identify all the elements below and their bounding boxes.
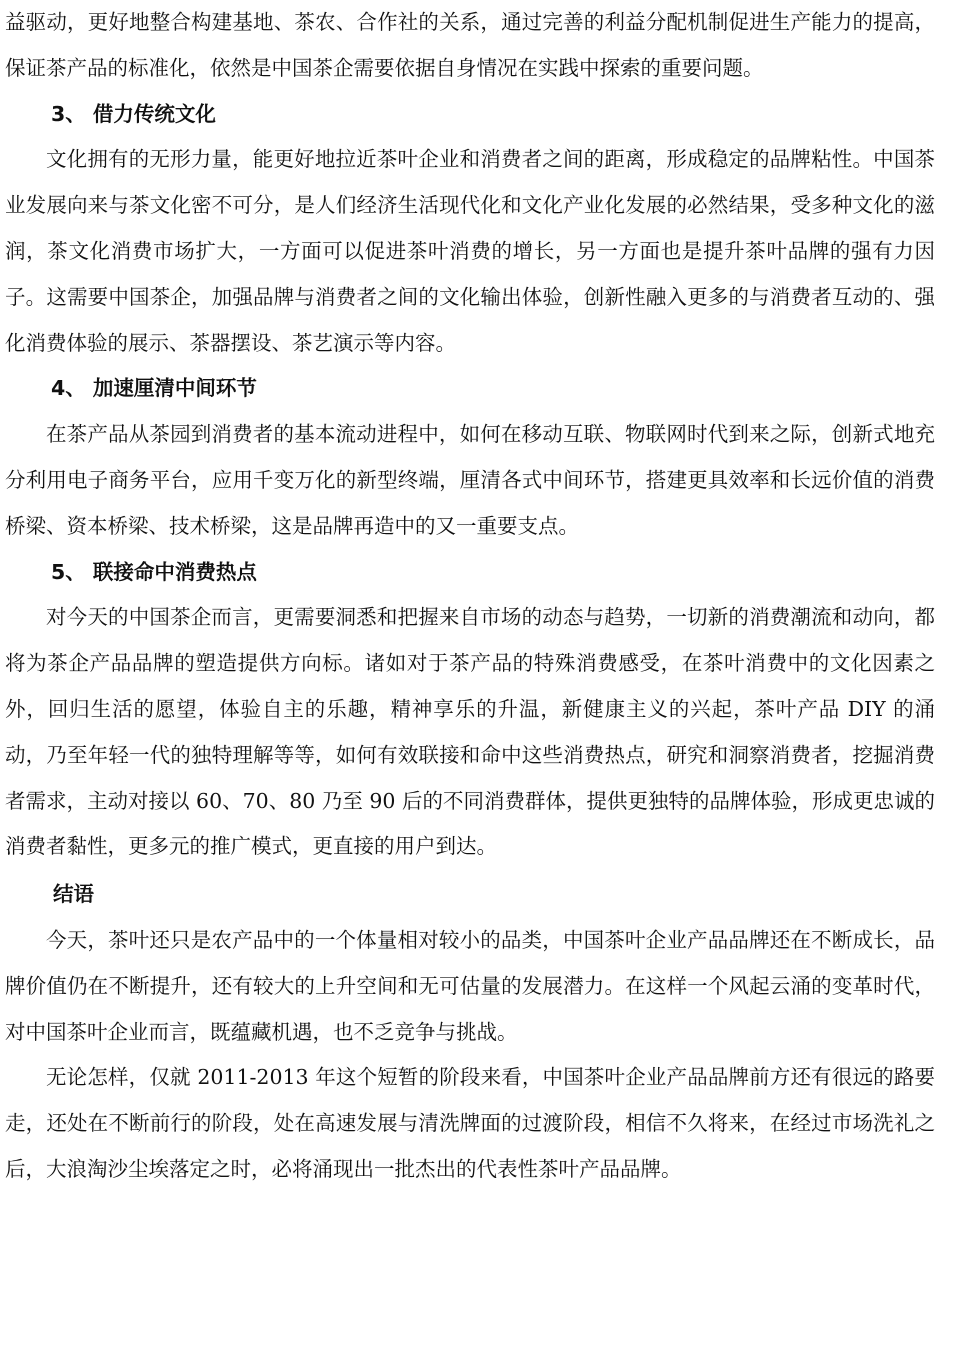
section-heading-intermediate-links: 4、 加速厘清中间环节 <box>51 376 257 401</box>
section-heading-consumption-hotspots: 5、 联接命中消费热点 <box>51 559 257 584</box>
conclusion-paragraph-1: 今天，茶叶还只是农产品中的一个体量相对较小的品类，中国茶叶企业产品品牌还在不断成长，品牌价值仍在不断提升，还有较大的上升空间和无可估量的发展潜力。在这样一个风起云涌的变革时代，对中国茶叶企业而言，既蕴藏机遇，也不乏竞争与挑战。 <box>5 927 935 1044</box>
section-heading-culture: 3、 借力传统文化 <box>51 101 216 126</box>
conclusion-paragraph-2: 无论怎样，仅就 2011-2013 年这个短暂的阶段来看，中国茶叶企业产品品牌前方还有很远的路要走，还处在不断前行的阶段，处在高速发展与清洗牌面的过渡阶段，相信不久将来，在经过市场洗礼之后，大浪淘沙尘埃落定之时，必将涌现出一批杰出的代表性茶叶产品品牌。 <box>5 1065 935 1181</box>
intro-continuation-paragraph: 益驱动，更好地整合构建基地、茶农、合作社的关系，通过完善的利益分配机制促进生产能力的提高，保证茶产品的标准化，依然是中国茶企需要依据自身情况在实践中探索的重要问题。 <box>5 10 935 80</box>
section-body-consumption-hotspots: 对今天的中国茶企而言，更需要洞悉和把握来自市场的动态与趋势，一切新的消费潮流和动向，都将为茶企产品品牌的塑造提供方向标。诸如对于茶产品的特殊消费感受，在茶叶消费中的文化因素之外，回归生活的愿望，体验自主的乐趣，精神享乐的升温，新健康主义的兴起，茶叶产品 DIY 的涌动，乃至年轻一代的独特理解等等，如何有效联接和命中这些消费热点，研究和洞察消费者，挖掘消费者需求，主动对接以 60、70、80 乃至 90 后的不同消费群体，提供更独特的品牌体验，形成更忠诚的消费者黏性，更多元的推广模式，更直接的用户到达。 <box>5 605 935 859</box>
document-page <box>5 0 935 1193</box>
conclusion-heading: 结语 <box>53 882 94 907</box>
section-body-intermediate-links: 在茶产品从茶园到消费者的基本流动进程中，如何在移动互联、物联网时代到来之际，创新式地充分利用电子商务平台，应用千变万化的新型终端，厘清各式中间环节，搭建更具效率和长远价值的消费桥梁、资本桥梁、技术桥梁，这是品牌再造中的又一重要支点。 <box>5 422 935 538</box>
section-body-culture: 文化拥有的无形力量，能更好地拉近茶叶企业和消费者之间的距离，形成稳定的品牌粘性。中国茶业发展向来与茶文化密不可分，是人们经济生活现代化和文化产业化发展的必然结果，受多种文化的滋润，茶文化消费市场扩大，一方面可以促进茶叶消费的增长，另一方面也是提升茶叶品牌的强有力因子。这需要中国茶企，加强品牌与消费者之间的文化输出体验，创新性融入更多的与消费者互动的、强化消费体验的展示、茶器摆设、茶艺演示等内容。 <box>5 147 935 355</box>
